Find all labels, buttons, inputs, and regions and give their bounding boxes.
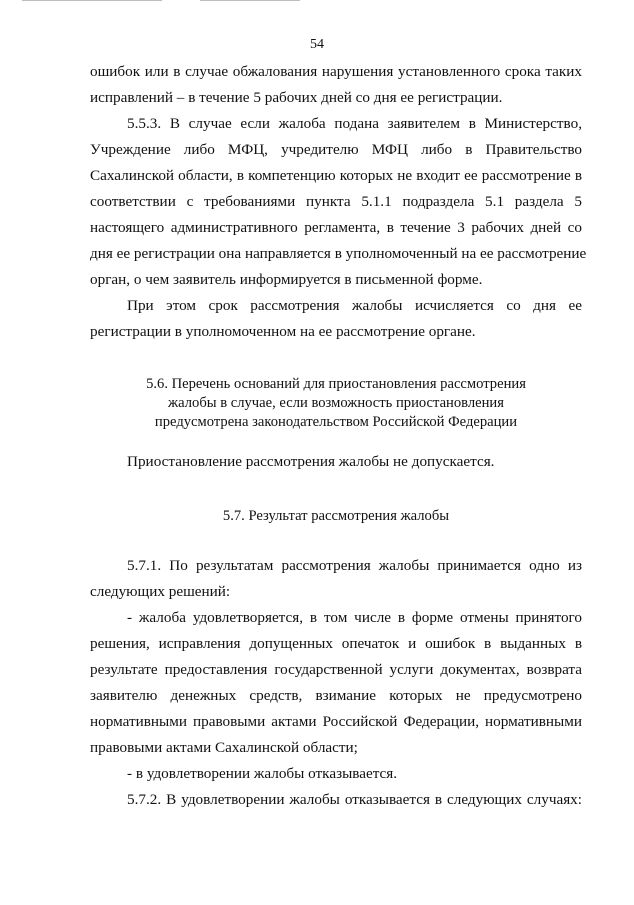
text-line: нормативными правовыми актами Российской Федерации, нормативными <box>90 713 582 730</box>
text-line: 5.7.1. По результатам рассмотрения жалобы принимается одно из <box>127 557 582 574</box>
text-line: соответствии с требованиями пункта 5.1.1 подраздела 5.1 раздела 5 <box>90 193 582 210</box>
text-line: Сахалинской области, в компетенцию которых не входит ее рассмотрение в <box>90 167 582 184</box>
text-line: настоящего административного регламента, в течение 3 рабочих дней со <box>90 219 582 236</box>
section-heading: 5.7. Результат рассмотрения жалобы <box>222 508 450 524</box>
text-line: заявителю денежных средств, взимание которых не предусмотрено <box>90 687 582 704</box>
scan-edge-mark <box>22 0 162 1</box>
text-line: ошибок или в случае обжалования нарушения установленного срока таких <box>90 63 582 80</box>
text-line: Приостановление рассмотрения жалобы не допускается. <box>127 453 495 470</box>
text-line: - жалоба удовлетворяется, в том числе в форме отмены принятого <box>127 609 582 626</box>
section-heading: предусмотрена законодательством Российской Федерации <box>154 414 518 430</box>
text-line: При этом срок рассмотрения жалобы исчисляется со дня ее <box>127 297 582 314</box>
text-line: регистрации в уполномоченном на ее рассмотрение органе. <box>90 323 476 340</box>
text-line: правовыми актами Сахалинской области; <box>90 739 358 756</box>
text-line: 5.7.2. В удовлетворении жалобы отказывается в следующих случаях: <box>127 791 582 808</box>
text-line: результате предоставления государственной услуги документах, возврата <box>90 661 582 678</box>
section-heading: 5.6. Перечень оснований для приостановления рассмотрения <box>146 376 526 392</box>
text-line: Учреждение либо МФЦ, учредителю МФЦ либо в Правительство <box>90 141 582 158</box>
text-line: орган, о чем заявитель информируется в письменной форме. <box>90 271 483 288</box>
scan-edge-mark <box>200 0 300 1</box>
text-line: решения, исправления допущенных опечаток и ошибок в выданных в <box>90 635 582 652</box>
text-line: 5.5.3. В случае если жалоба подана заявителем в Министерство, <box>127 115 582 132</box>
section-heading: жалобы в случае, если возможность приостановления <box>168 395 504 411</box>
text-line: - в удовлетворении жалобы отказывается. <box>127 765 398 782</box>
text-line: дня ее регистрации она направляется в уполномоченный на ее рассмотрение <box>90 245 587 262</box>
text-line: следующих решений: <box>90 583 231 600</box>
page-number: 54 <box>310 37 324 52</box>
text-line: исправлений – в течение 5 рабочих дней со дня ее регистрации. <box>90 89 503 106</box>
